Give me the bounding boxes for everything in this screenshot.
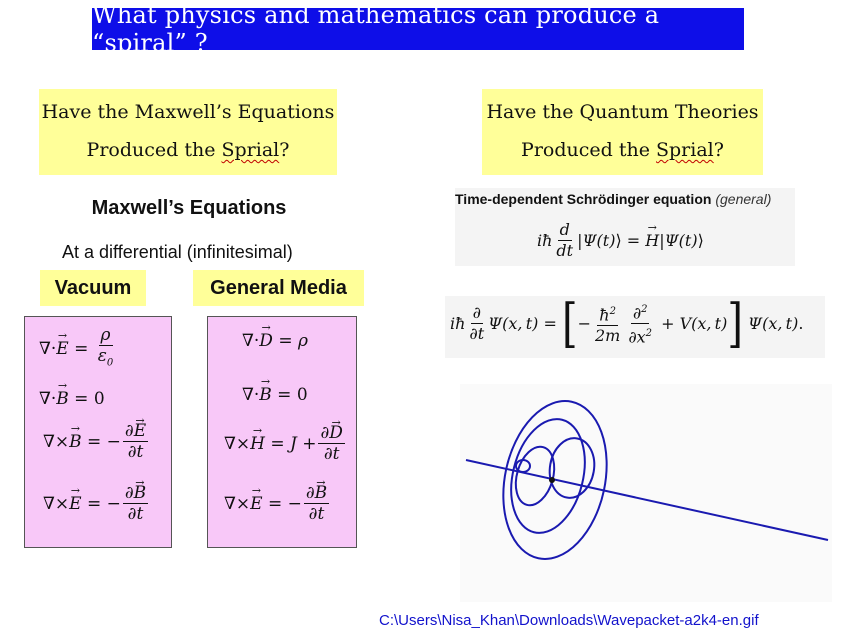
vacuum-ampere-law: ∇ × → B = − $\frac{\partial\to E}{\partial t}$: [43, 421, 150, 462]
slide-title-text: What physics and mathematics can produce a “spiral” ?: [92, 1, 660, 57]
schrodinger-particle-equation: iħ $\frac{\partial}{\partial t}$ Ψ(x, t) = [ − $\frac{ħ^2}{2m}$ $\frac{\partial^2}{\partial x^2}$ + V(x, t) ] Ψ(x, t) .: [450, 293, 804, 354]
maxwell-question-box: [39, 89, 337, 175]
source-file-path: C:\Users\Nisa_Khan\Downloads\Wavepacket-a2k4-en.gif: [379, 612, 759, 629]
general-media-equations-box: [207, 316, 357, 548]
spiral-svg: [460, 384, 832, 602]
quantum-question-prefix: Produced the: [521, 139, 656, 161]
media-faraday-law: ∇ × → E = − $\frac{\partial\to B}{\partial t}$: [224, 483, 331, 524]
schrodinger-title: [455, 191, 771, 207]
maxwell-heading: Maxwell’s Equations: [91, 197, 287, 219]
quantum-question-misspelled-word: Sprial: [656, 139, 714, 161]
differential-form-label: At a differential (infinitesimal): [62, 242, 293, 262]
vacuum-label: Vacuum: [40, 270, 146, 306]
maxwell-question-prefix: Produced the: [86, 139, 222, 161]
media-ampere-law: ∇ × → H = J + $\frac{\partial\to D}{\partial t}$: [224, 423, 347, 464]
wavepacket-spiral-figure: [460, 384, 832, 602]
schrodinger-general-equation: iħ $\frac{d}{dt}$ | Ψ(t) ⟩ = → H | Ψ(t) ⟩: [537, 220, 704, 261]
schrodinger-title-main: Time-dependent Schrödinger equation: [455, 191, 712, 207]
vacuum-equations-box: [24, 316, 172, 548]
maxwell-question-line1: Have the Maxwell’s Equations: [41, 101, 335, 123]
spiral-middle-loop: [500, 411, 596, 540]
quantum-question-line2: [482, 131, 763, 169]
vacuum-gauss-law: ∇ · → E = $\frac{\rho}{\varepsilon_0}$: [39, 325, 117, 373]
schrodinger-title-qualifier: (general): [715, 191, 772, 207]
vacuum-gauss-magnetism: ∇ · → B = 0: [39, 389, 105, 409]
quantum-question-line1: Have the Quantum Theories: [486, 101, 759, 123]
vacuum-faraday-law: ∇ × → E = − $\frac{\partial\to B}{\partial t}$: [43, 483, 150, 524]
spiral-inner-loop-right: [545, 435, 599, 502]
spiral-center-dot: [549, 477, 555, 483]
media-gauss-magnetism: ∇ · → B = 0: [242, 385, 308, 405]
maxwell-question-line2: [39, 131, 337, 169]
slide-title: [92, 1, 744, 57]
quantum-question-suffix: ?: [713, 139, 724, 161]
maxwell-question-misspelled-word: Sprial: [221, 139, 280, 161]
general-media-label: General Media: [193, 270, 364, 306]
spiral-small-loop: [516, 460, 530, 472]
media-gauss-law: ∇ · → D = ρ: [242, 331, 308, 351]
quantum-question-box: [482, 89, 763, 175]
maxwell-question-suffix: ?: [279, 139, 290, 161]
